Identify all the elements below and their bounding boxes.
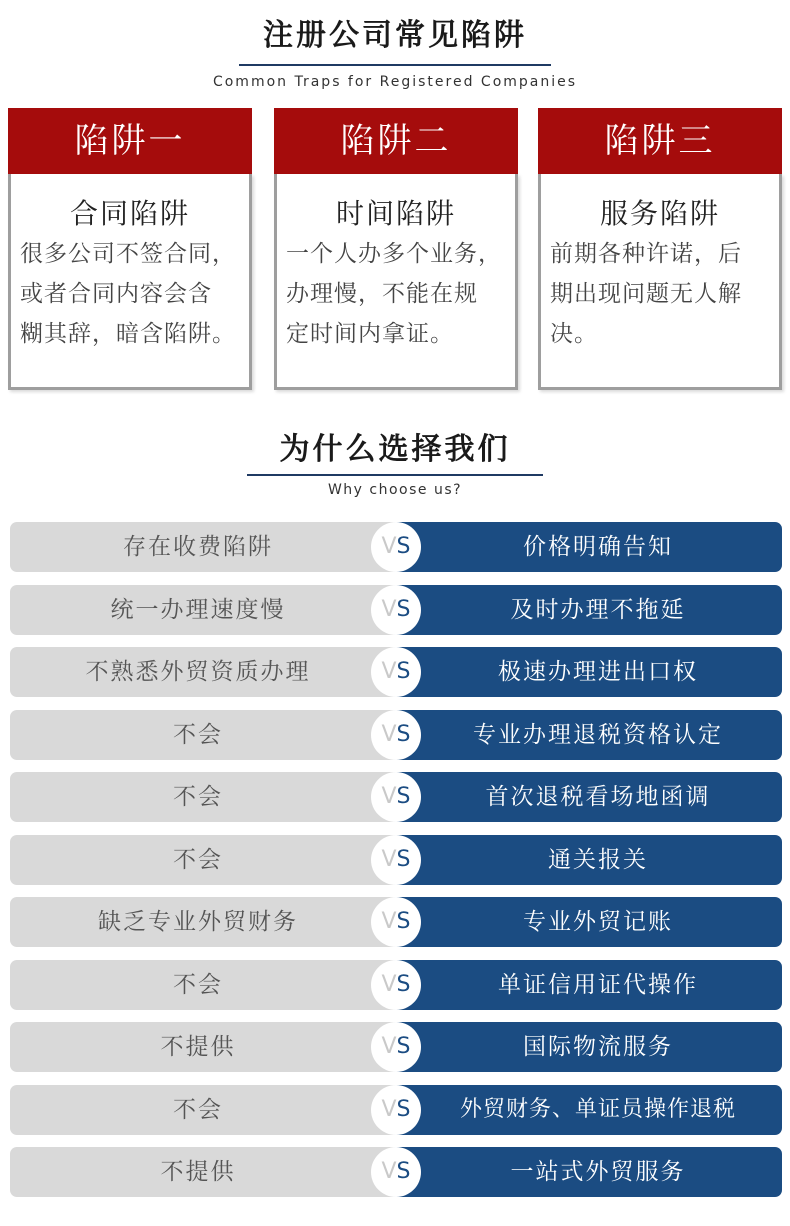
trap-description-line: 很多公司不签合同， [20, 241, 236, 267]
compare-left: 不会 [10, 1085, 410, 1135]
compare-left: 不会 [10, 772, 410, 822]
why-subtitle: Why choose us? [327, 482, 463, 498]
trap-card-body [274, 174, 518, 390]
compare-left: 缺乏专业外贸财务 [10, 897, 410, 947]
compare-row [10, 772, 782, 822]
trap-description-line: 决。 [550, 321, 598, 347]
compare-right: 通关报关 [390, 835, 782, 885]
compare-right: 极速办理进出口权 [390, 647, 782, 697]
compare-row [10, 1022, 782, 1072]
compare-row [10, 897, 782, 947]
compare-right: 专业办理退税资格认定 [390, 710, 782, 760]
compare-left: 不会 [10, 835, 410, 885]
vs-badge: VS [371, 522, 421, 572]
compare-left: 存在收费陷阱 [10, 522, 410, 572]
compare-row [10, 1085, 782, 1135]
trap-description-line: 或者合同内容会含 [20, 281, 212, 307]
why-title-underline [247, 474, 543, 476]
vs-badge: VS [371, 585, 421, 635]
compare-row [10, 1147, 782, 1197]
compare-right: 国际物流服务 [390, 1022, 782, 1072]
compare-right: 价格明确告知 [390, 522, 782, 572]
page-subtitle: Common Traps for Registered Companies [212, 74, 578, 90]
trap-description-line: 前期各种许诺，后 [550, 241, 742, 267]
compare-left: 统一办理速度慢 [10, 585, 410, 635]
page-title: 注册公司常见陷阱 [263, 18, 527, 53]
trap-description-line: 一个人办多个业务， [286, 241, 502, 267]
trap-card-body [8, 174, 252, 390]
trap-description [541, 234, 779, 354]
vs-badge: VS [371, 772, 421, 822]
compare-right: 及时办理不拖延 [390, 585, 782, 635]
compare-right: 单证信用证代操作 [390, 960, 782, 1010]
compare-row [10, 960, 782, 1010]
compare-right: 专业外贸记账 [390, 897, 782, 947]
trap-description-line: 定时间内拿证。 [286, 321, 454, 347]
compare-row [10, 585, 782, 635]
compare-left: 不熟悉外贸资质办理 [10, 647, 410, 697]
vs-badge: VS [371, 1147, 421, 1197]
compare-right: 一站式外贸服务 [390, 1147, 782, 1197]
compare-row [10, 835, 782, 885]
trap-name: 服务陷阱 [599, 197, 720, 230]
trap-card-2 [274, 108, 518, 390]
compare-left: 不提供 [10, 1022, 410, 1072]
trap-name: 合同陷阱 [69, 197, 190, 230]
trap-card-3 [538, 108, 782, 390]
trap-description [11, 234, 249, 354]
why-title: 为什么选择我们 [279, 432, 511, 467]
vs-badge: VS [371, 1022, 421, 1072]
why-section-header [0, 428, 790, 498]
compare-left: 不提供 [10, 1147, 410, 1197]
trap-description [277, 234, 515, 354]
trap-description-line: 糊其辞，暗含陷阱。 [20, 321, 236, 347]
trap-card-1 [8, 108, 252, 390]
vs-badge: VS [371, 647, 421, 697]
trap-description-line: 期出现问题无人解 [550, 281, 742, 307]
compare-left: 不会 [10, 710, 410, 760]
trap-name: 时间陷阱 [335, 197, 456, 230]
compare-left: 不会 [10, 960, 410, 1010]
trap-card-body [538, 174, 782, 390]
compare-row [10, 710, 782, 760]
title-underline [239, 64, 551, 66]
vs-badge: VS [371, 710, 421, 760]
vs-badge: VS [371, 1085, 421, 1135]
vs-badge: VS [371, 897, 421, 947]
vs-badge: VS [371, 835, 421, 885]
trap-card-header: 陷阱二 [274, 108, 518, 174]
vs-badge: VS [371, 960, 421, 1010]
compare-right: 外贸财务、单证员操作退税 [390, 1085, 782, 1135]
compare-row [10, 647, 782, 697]
trap-description-line: 办理慢，不能在规 [286, 281, 478, 307]
compare-row [10, 522, 782, 572]
trap-card-header: 陷阱一 [8, 108, 252, 174]
compare-right: 首次退税看场地函调 [390, 772, 782, 822]
trap-card-header: 陷阱三 [538, 108, 782, 174]
traps-section-header [0, 14, 790, 90]
